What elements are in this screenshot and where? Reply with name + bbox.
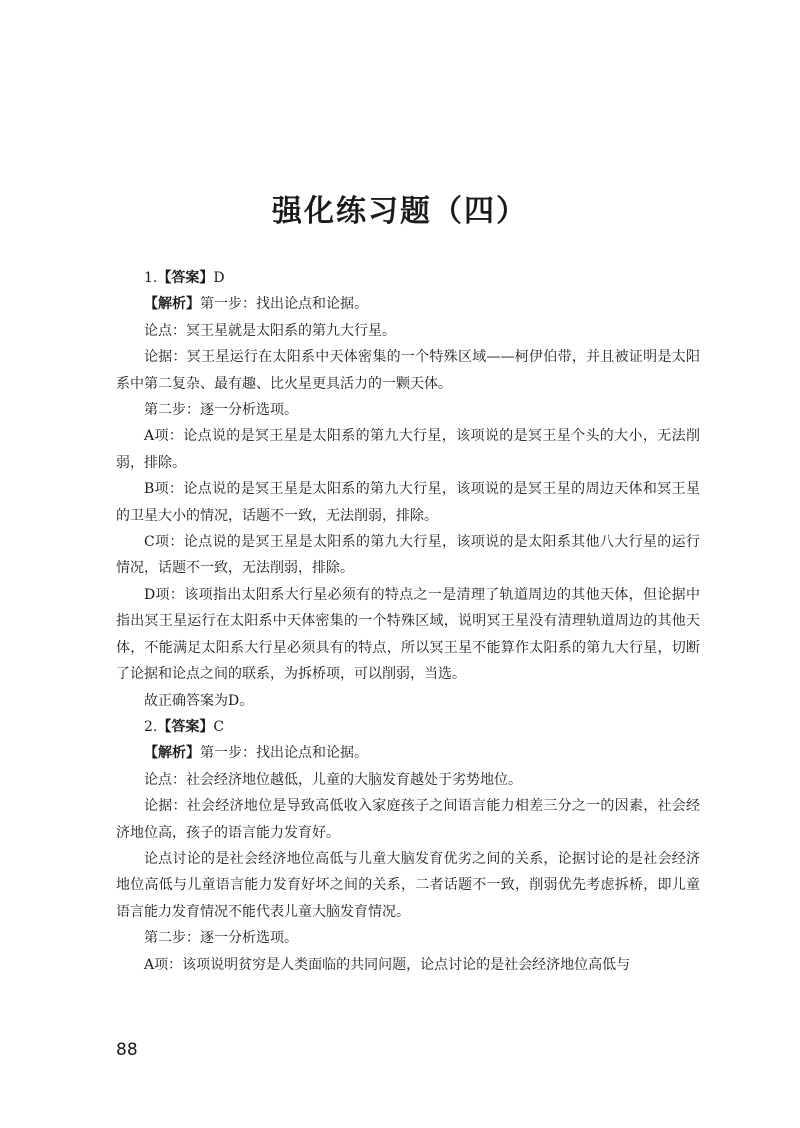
q1-paragraph: B项：论点说的是冥王星是太阳系的第九大行星，该项说的是冥王星的周边天体和冥王星的卫星大小的情况，话题不一致，无法削弱，排除。 — [116, 481, 700, 524]
q1-number: 1. — [144, 270, 158, 286]
q2-analysis-tag: 【解析】 — [144, 745, 200, 762]
q2-number: 2. — [144, 718, 158, 735]
document-body — [116, 265, 700, 978]
q2-answer-tag: 【答案】 — [157, 718, 214, 735]
q2-analysis — [116, 740, 700, 766]
q2-answer — [116, 714, 700, 740]
q1-paragraph: D项：该项指出太阳系大行星必须有的特点之一是清理了轨道周边的其他天体，但论据中指出冥王星运行在太阳系中天体密集的一个特殊区域，说明冥王星没有清理轨道周边的其他天体，不能满足太阳系大行星必须具有的特点，所以冥王星不能算作太阳系的第九大行星，切断了论据和论点之间的联系，为拆桥项，可以削弱，当选。 — [116, 586, 700, 683]
q2-paragraph: 第二步：逐一分析选项。 — [144, 930, 298, 947]
q1-paragraph: 第二步：逐一分析选项。 — [144, 402, 298, 419]
q1-analysis-text: 第一步：找出论点和论据。 — [200, 296, 368, 313]
page-title: 强化练习题（四） — [272, 194, 528, 229]
q1-answer-value: D — [213, 270, 225, 286]
q1-paragraph: 论据：冥王星运行在太阳系中天体密集的一个特殊区域——柯伊伯带，并且被证明是太阳系中第二复杂、最有趣、比火星更具活力的一颗天体。 — [116, 349, 700, 392]
q1-answer-tag: 【答案】 — [157, 270, 214, 286]
q1-paragraph: C项：论点说的是冥王星是太阳系的第九大行星，该项说的是太阳系其他八大行星的运行情况，话题不一致，无法削弱，排除。 — [116, 534, 700, 577]
q1-analysis — [116, 291, 700, 317]
q1-answer — [116, 265, 700, 291]
q2-analysis-text: 第一步：找出论点和论据。 — [200, 745, 368, 762]
page-number: 88 — [116, 1040, 138, 1060]
q2-paragraph: 论据：社会经济地位是导致高低收入家庭孩子之间语言能力相差三分之一的因素，社会经济地位高，孩子的语言能力发育好。 — [116, 798, 700, 841]
q1-paragraph: A项：论点说的是冥王星是太阳系的第九大行星，该项说的是冥王星个头的大小，无法削弱，排除。 — [116, 428, 700, 471]
q2-paragraph: 论点讨论的是社会经济地位高低与儿童大脑发育优劣之间的关系，论据讨论的是社会经济地位高低与儿童语言能力发育好坏之间的关系，二者话题不一致，削弱优先考虑拆桥，即儿童语言能力发育情况不能代表儿童大脑发育情况。 — [116, 850, 700, 920]
q2-answer-value: C — [213, 718, 225, 735]
q1-paragraph: 论点：冥王星就是太阳系的第九大行星。 — [144, 322, 396, 339]
q2-paragraph: A项：该项说明贫穷是人类面临的共同问题，论点讨论的是社会经济地位高低与 — [144, 956, 631, 973]
q2-paragraph: 论点：社会经济地位越低，儿童的大脑发育越处于劣势地位。 — [144, 771, 522, 788]
q1-paragraph: 故正确答案为D。 — [144, 692, 254, 709]
q1-analysis-tag: 【解析】 — [144, 296, 200, 313]
